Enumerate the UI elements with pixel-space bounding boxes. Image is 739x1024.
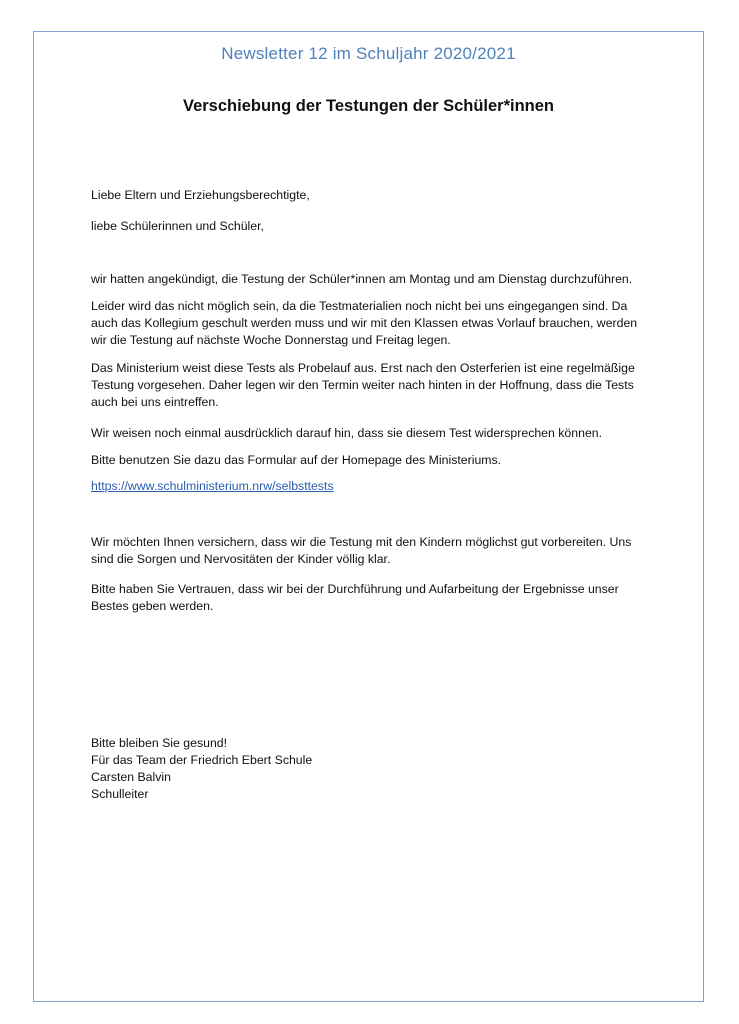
paragraph-3-line-2: Testung vorgesehen. Daher legen wir den Termin weiter nach hinten in der Hoffnung, dass die Tests: [91, 378, 634, 392]
closing-role: Schulleiter: [91, 787, 149, 801]
paragraph-4: [91, 425, 663, 442]
closing-signer: Carsten Balvin: [91, 770, 171, 784]
document-page: [33, 31, 704, 1002]
ministry-link[interactable]: https://www.schulministerium.nrw/selbsttests: [91, 479, 334, 493]
greeting-line-1: [91, 187, 663, 204]
paragraph-1: [91, 271, 663, 288]
paragraph-7-line-1: Bitte haben Sie Vertrauen, dass wir bei der Durchführung und Aufarbeitung der Ergebnisse unser: [91, 582, 619, 596]
paragraph-4-text: Wir weisen noch einmal ausdrücklich darauf hin, dass sie diesem Test widersprechen können.: [91, 426, 603, 440]
greeting-text-2: liebe Schülerinnen und Schüler,: [91, 219, 264, 233]
closing-block: [91, 735, 663, 803]
paragraph-3: [91, 360, 663, 411]
newsletter-header: Newsletter 12 im Schuljahr 2020/2021: [221, 44, 516, 63]
paragraph-5-text: Bitte benutzen Sie dazu das Formular auf der Homepage des Ministeriums.: [91, 453, 502, 467]
paragraph-6: [91, 534, 663, 568]
greeting-line-2: [91, 218, 663, 235]
ministry-link-row: [91, 478, 663, 495]
paragraph-3-line-3: auch bei uns eintreffen.: [91, 395, 219, 409]
document-title: Verschiebung der Testungen der Schüler*innen: [182, 97, 555, 115]
paragraph-2-line-3: wir die Testung auf nächste Woche Donnerstag und Freitag legen.: [91, 333, 451, 347]
closing-line-2: Für das Team der Friedrich Ebert Schule: [91, 753, 313, 767]
greeting-text-1: Liebe Eltern und Erziehungsberechtigte,: [91, 188, 310, 202]
paragraph-2: [91, 298, 663, 349]
paragraph-7: [91, 581, 663, 615]
paragraph-6-line-1: Wir möchten Ihnen versichern, dass wir die Testung mit den Kindern möglichst gut vorbereiten. Uns: [91, 535, 632, 549]
paragraph-7-line-2: Bestes geben werden.: [91, 599, 214, 613]
closing-line-1: Bitte bleiben Sie gesund!: [91, 736, 228, 750]
paragraph-1-text: wir hatten angekündigt, die Testung der Schüler*innen am Montag und am Dienstag durchzuführen.: [91, 272, 633, 286]
paragraph-3-line-1: Das Ministerium weist diese Tests als Probelauf aus. Erst nach den Osterferien ist eine regelmäßige: [91, 361, 635, 375]
paragraph-5: [91, 452, 663, 469]
paragraph-2-line-1: Leider wird das nicht möglich sein, da die Testmaterialien noch nicht bei uns eingegangen sind. Da: [91, 299, 628, 313]
paragraph-2-line-2: auch das Kollegium geschult werden muss und wir mit den Klassen etwas Vorlauf brauchen, werden: [91, 316, 638, 330]
paragraph-6-line-2: sind die Sorgen und Nervositäten der Kinder völlig klar.: [91, 552, 391, 566]
